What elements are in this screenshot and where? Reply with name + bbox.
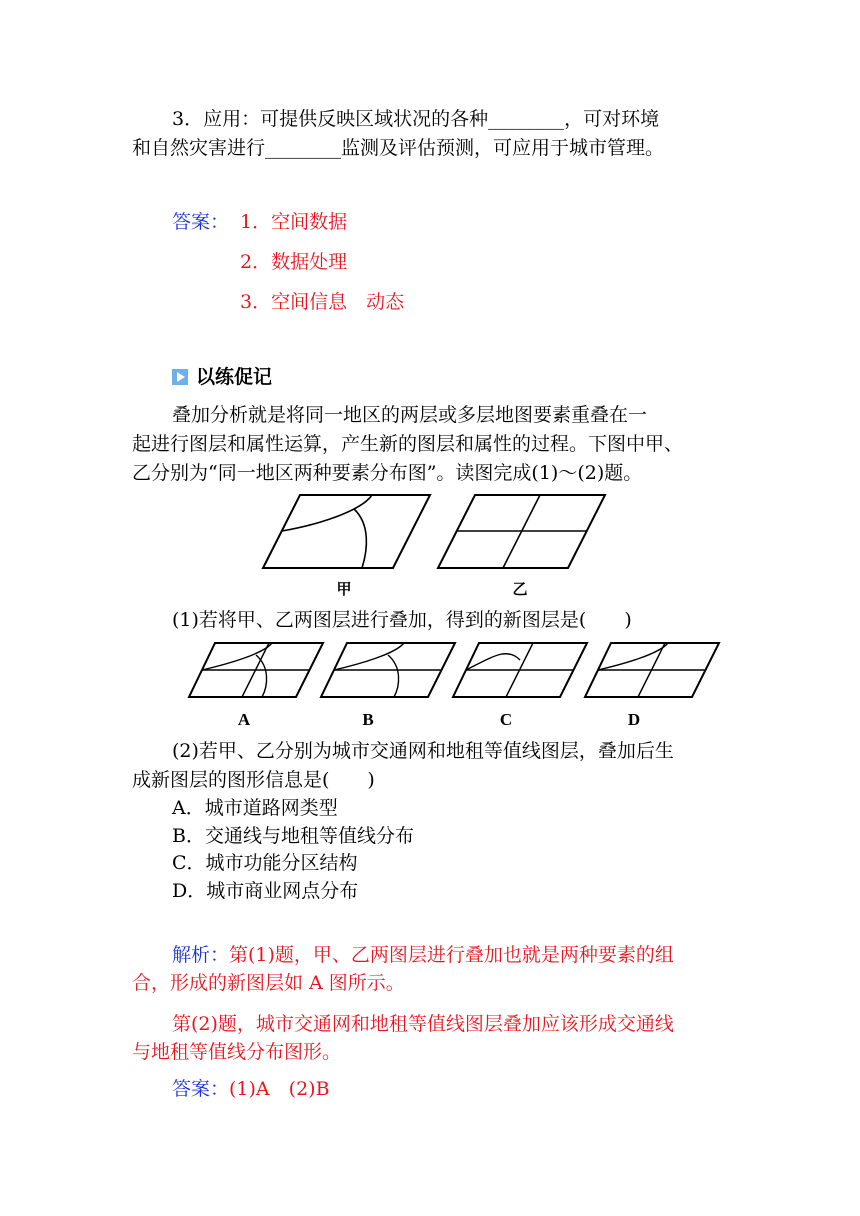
practice-heading-text: 以练促记 <box>196 366 273 388</box>
analysis-line1 <box>172 943 674 967</box>
option-d-figure <box>584 642 720 698</box>
choice-c: C．城市功能分区结构 <box>172 852 358 874</box>
choice-a: A．城市道路网类型 <box>172 797 338 819</box>
analysis-line2: 合，形成的新图层如 A 图所示。 <box>132 972 405 994</box>
q3-line1: 3．应用：可提供反映区域状况的各种________，可对环境 <box>172 108 660 130</box>
choice-b: B．交通线与地租等值线分布 <box>172 825 414 847</box>
option-c-label: C <box>499 710 513 729</box>
option-d-label: D <box>627 710 641 729</box>
analysis-line4: 与地租等值线分布图形。 <box>132 1041 342 1063</box>
option-a-label: A <box>237 710 251 729</box>
q2-line2: 成新图层的图形信息是( ) <box>132 769 375 791</box>
analysis-text-1: 第(1)题，甲、乙两图层进行叠加也就是两种要素的组 <box>229 944 674 966</box>
intro-line1: 叠加分析就是将同一地区的两层或多层地图要素重叠在一 <box>172 404 648 426</box>
option-b-figure <box>320 642 456 698</box>
option-b-label: B <box>362 710 374 729</box>
play-triangle-icon <box>172 369 188 385</box>
practice-heading <box>172 365 272 389</box>
option-c-figure <box>452 642 588 698</box>
figure-yi <box>437 494 607 570</box>
figure-jia <box>262 494 432 570</box>
answer2-text: (1)A (2)B <box>229 1078 330 1100</box>
figure-jia-label: 甲 <box>336 580 352 598</box>
answer2-line <box>172 1077 330 1101</box>
answer-item-1: 1．空间数据 <box>240 211 348 233</box>
answer-label: 答案： <box>172 211 230 233</box>
answer-item-3: 3．空间信息 动态 <box>240 291 405 313</box>
intro-line3: 乙分别为“同一地区两种要素分布图”。读图完成(1)～(2)题。 <box>132 462 643 484</box>
option-a-figure <box>188 642 324 698</box>
answer-item-2: 2．数据处理 <box>240 251 348 273</box>
choice-d: D．城市商业网点分布 <box>172 880 359 902</box>
q2-line1: (2)若甲、乙分别为城市交通网和地租等值线图层，叠加后生 <box>172 740 674 762</box>
intro-line2: 起进行图层和属性运算，产生新的图层和属性的过程。下图中甲、 <box>132 433 684 455</box>
answer2-label: 答案： <box>172 1078 230 1100</box>
q3-line2: 和自然灾害进行________监测及评估预测，可应用于城市管理。 <box>132 137 665 159</box>
q1-text: (1)若将甲、乙两图层进行叠加，得到的新图层是( ) <box>172 609 632 631</box>
analysis-label: 解析： <box>172 944 230 966</box>
analysis-line3: 第(2)题，城市交通网和地租等值线图层叠加应该形成交通线 <box>172 1013 674 1035</box>
figure-yi-label: 乙 <box>512 580 528 598</box>
